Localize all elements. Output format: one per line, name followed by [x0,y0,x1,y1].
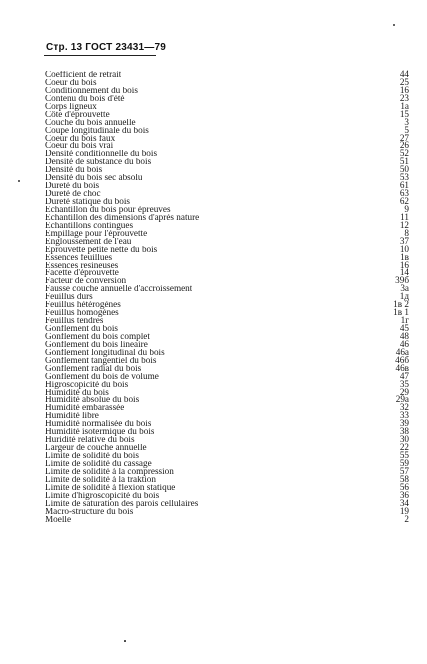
index-term: Engloussement de l'eau [45,237,132,246]
index-term: Limite d'higroscopicité du bois [45,491,160,500]
index-entry [45,386,410,397]
index-term: Limite de solidité à flexion statique [45,483,176,492]
index-ref-number: 15 [399,108,409,119]
scan-speck [18,180,20,182]
index-term: Humidité libre [45,412,99,421]
index-ref-number: 56 [399,481,409,492]
index-entry [45,251,410,262]
index-term: Densité du bois sec absolu [45,174,143,183]
index-term: Contenu du bois d'été [45,94,125,103]
index-entry [45,71,410,79]
index-ref-number: 29 [399,386,409,397]
index-ref-number: 1в 2 [393,299,409,310]
index-term: Echantillon des dimensions d'après nature [45,213,200,222]
index-entry [45,100,410,111]
index-ref-number: 35 [399,378,409,389]
index-entry [45,497,410,508]
index-entry [45,325,410,333]
index-term: Humidité normalisée du bois [45,420,152,429]
index-ref-number: 50 [399,164,409,175]
index-entry [45,116,410,127]
index-term: Limite de solidité à la traktion [45,475,156,484]
index-ref-number: 53 [399,172,409,183]
index-ref-number: 29а [395,394,409,405]
index-entry [45,354,410,365]
index-term: Echantillon du bois pour épreuves [45,205,171,214]
index-entry [45,124,410,135]
index-ref-number: 39б [395,275,409,286]
index-ref-number: 3а [400,283,409,294]
index-ref-number: 11 [400,211,409,222]
index-term: Dureté de choc [45,190,101,199]
index-ref-number: 32 [399,402,409,413]
index-term: Empillage pour l'éprouvette [45,229,148,238]
index-entry [45,444,410,452]
index-entry [45,309,410,317]
index-term: Facette d'éprouvette [45,269,119,278]
index-term: Limite de solidité à la compression [45,467,174,476]
index-ref-number: 61 [399,180,409,191]
index-term: Gonflement du bois [45,325,118,333]
index-entry [45,465,410,476]
index-ref-number: 63 [399,188,409,199]
index-entry [45,452,410,460]
index-ref-number: 1в [400,251,409,262]
index-term: Coefficient de retrait [45,71,122,79]
index-term: Corps ligneux [45,102,97,111]
index-term: Fausse couche annuelle d'accroissement [45,285,193,294]
index-ref-number: 36 [399,489,409,500]
index-term: Coeur du bois vrai [45,142,114,151]
index-ref-number: 3 [404,116,409,127]
index-entry [45,269,410,277]
index-ref-number: 46в [395,362,409,373]
index-term: Limite de solidité du cassage [45,459,152,468]
index-ref-number: 26 [399,140,409,151]
index-entry [45,285,410,293]
page-header: Стр. 13 ГОСТ 23431—79 [46,42,166,53]
index-entry [45,203,410,214]
index-term: Eprouvette petite nette du bois [45,245,158,254]
index-term: Dureté du bois [45,182,100,191]
index-entry [45,412,410,420]
index-ref-number: 1a [400,100,409,111]
index-ref-number: 34 [399,497,409,508]
index-entry [45,481,410,492]
index-term: Feuillus hétérogènes [45,301,121,310]
index-entry [45,219,410,230]
index-term: Densité conditionnelle du bois [45,150,158,159]
index-entry [45,301,410,309]
index-term: Gonflement tangentiel du bois [45,356,157,365]
index-entry [45,166,410,174]
index-ref-number: 33 [399,410,409,421]
index-ref-number: 55 [399,450,409,460]
index-ref-number: 58 [399,473,409,484]
index-term: Feuillus durs [45,293,93,302]
index-term: Macro-structure du bois [45,507,134,516]
index-term: Huridité relative du bois [45,436,135,445]
index-term: Gonflement radial du bois [45,364,142,373]
index-term: Humidité du bois [45,388,109,397]
index-term: Essences feuillues [45,253,113,262]
index-ref-number: 57 [399,465,409,476]
index-entry [45,436,410,444]
index-ref-number: 12 [399,219,409,230]
index-ref-number: 48 [399,330,409,341]
index-entry [45,362,410,373]
index-term: Largeur de couche annuelle [45,444,147,453]
index-ref-number: 2 [404,513,409,524]
index-entry [45,378,410,389]
index-term: Facteur de conversion [45,277,127,286]
index-entry [45,370,410,381]
header-rule [44,55,156,56]
index-entry [45,132,410,143]
index-entry [45,277,410,285]
index-term: Couche du bois annuelle [45,118,136,127]
index-term: Limite de saturation des parois cellulaires [45,499,199,508]
index-term: Echantillons contingues [45,221,134,230]
index-entry [45,489,410,500]
index-term: Humidité absolue du bois [45,396,140,405]
index-term: Conditionnement du bois [45,86,138,95]
index-entry [45,158,410,166]
index-term: Coeur du bois faux [45,134,116,143]
index-entry [45,142,410,150]
index-entry [45,174,410,182]
index-entry [45,76,410,87]
index-ref-number: 1в 1 [393,307,409,318]
index-ref-number: 45 [399,323,409,333]
index-entry [45,84,410,95]
scan-speck [124,640,126,642]
index-ref-number: 16 [399,259,409,270]
index-ref-number: 39 [399,418,409,429]
index-term: Moelle [45,515,72,524]
index-ref-number: 51 [399,156,409,167]
index-entry [45,235,410,246]
index-entry [45,108,410,119]
index-term: Côte d'éprouvette [45,110,110,119]
index-ref-number: 38 [399,426,409,437]
index-ref-number: 59 [399,457,409,468]
index-entry [45,428,410,436]
index-ref-number: 44 [399,69,409,79]
index-ref-number: 1г [400,315,409,326]
index-ref-number: 5 [404,124,409,135]
index-entry [45,227,410,238]
index-ref-number: 25 [399,76,409,87]
index-term: Higroscopicité du bois [45,380,129,389]
index-ref-number: 8 [404,227,409,238]
index-ref-number: 23 [399,92,409,103]
index-ref-number: 19 [399,505,409,516]
index-term: Gonflement du bois complet [45,332,150,341]
index-ref-number: 14 [399,267,409,278]
index-entry [45,198,410,206]
index-ref-number: 1д [399,291,409,302]
index-term: Feuillus homogènes [45,309,119,318]
index-term: Humidité embarassée [45,404,125,413]
index-entry [45,182,410,190]
index-term: Dureté statique du bois [45,198,130,206]
index-entry [45,505,410,516]
index-term: Gonflement du bois de volume [45,372,159,381]
index-ref-number: 22 [399,442,409,453]
index-term: Feuillus tendres [45,317,104,326]
index-entry [45,346,410,357]
index-entry [45,330,410,341]
index-entry [45,317,410,325]
index-ref-number: 27 [399,132,409,143]
index-ref-number: 52 [399,148,409,159]
index-entry [45,457,410,468]
index-ref-number: 46 [399,338,409,349]
index-ref-number: 10 [399,243,409,254]
index-ref-number: 47 [399,370,409,381]
index-ref-number: 37 [399,235,409,246]
index-entry [45,404,410,412]
index-entry [45,396,410,404]
index-ref-number: 62 [399,196,409,206]
index-entry [45,473,410,484]
index-term: Limite de solidité du bois [45,452,139,460]
index-ref-number: 9 [404,203,409,214]
index-term: Densité du bois [45,166,103,175]
term-index-list [45,71,410,523]
index-entry [45,243,410,254]
index-term: Humidité isotermique du bois [45,428,155,437]
index-entry [45,338,410,349]
index-term: Gonflement du bois lineaire [45,340,148,349]
index-entry [45,420,410,428]
index-entry [45,293,410,301]
index-entry [45,259,410,270]
index-term: Coeur du bois [45,78,97,87]
index-ref-number: 46б [395,354,409,365]
index-term: Essences resineuses [45,261,119,270]
index-entry [45,92,410,103]
scan-speck [393,24,395,26]
index-entry [45,211,410,222]
index-entry [45,190,410,198]
index-term: Densité de substance du bois [45,158,152,167]
index-term: Gonflement longitudinal du bois [45,348,165,357]
index-ref-number: 16 [399,84,409,95]
index-ref-number: 30 [399,434,409,445]
index-term: Coupe longitudinale du bois [45,126,149,135]
index-entry [45,513,410,524]
index-entry [45,150,410,158]
index-ref-number: 46а [395,346,409,357]
